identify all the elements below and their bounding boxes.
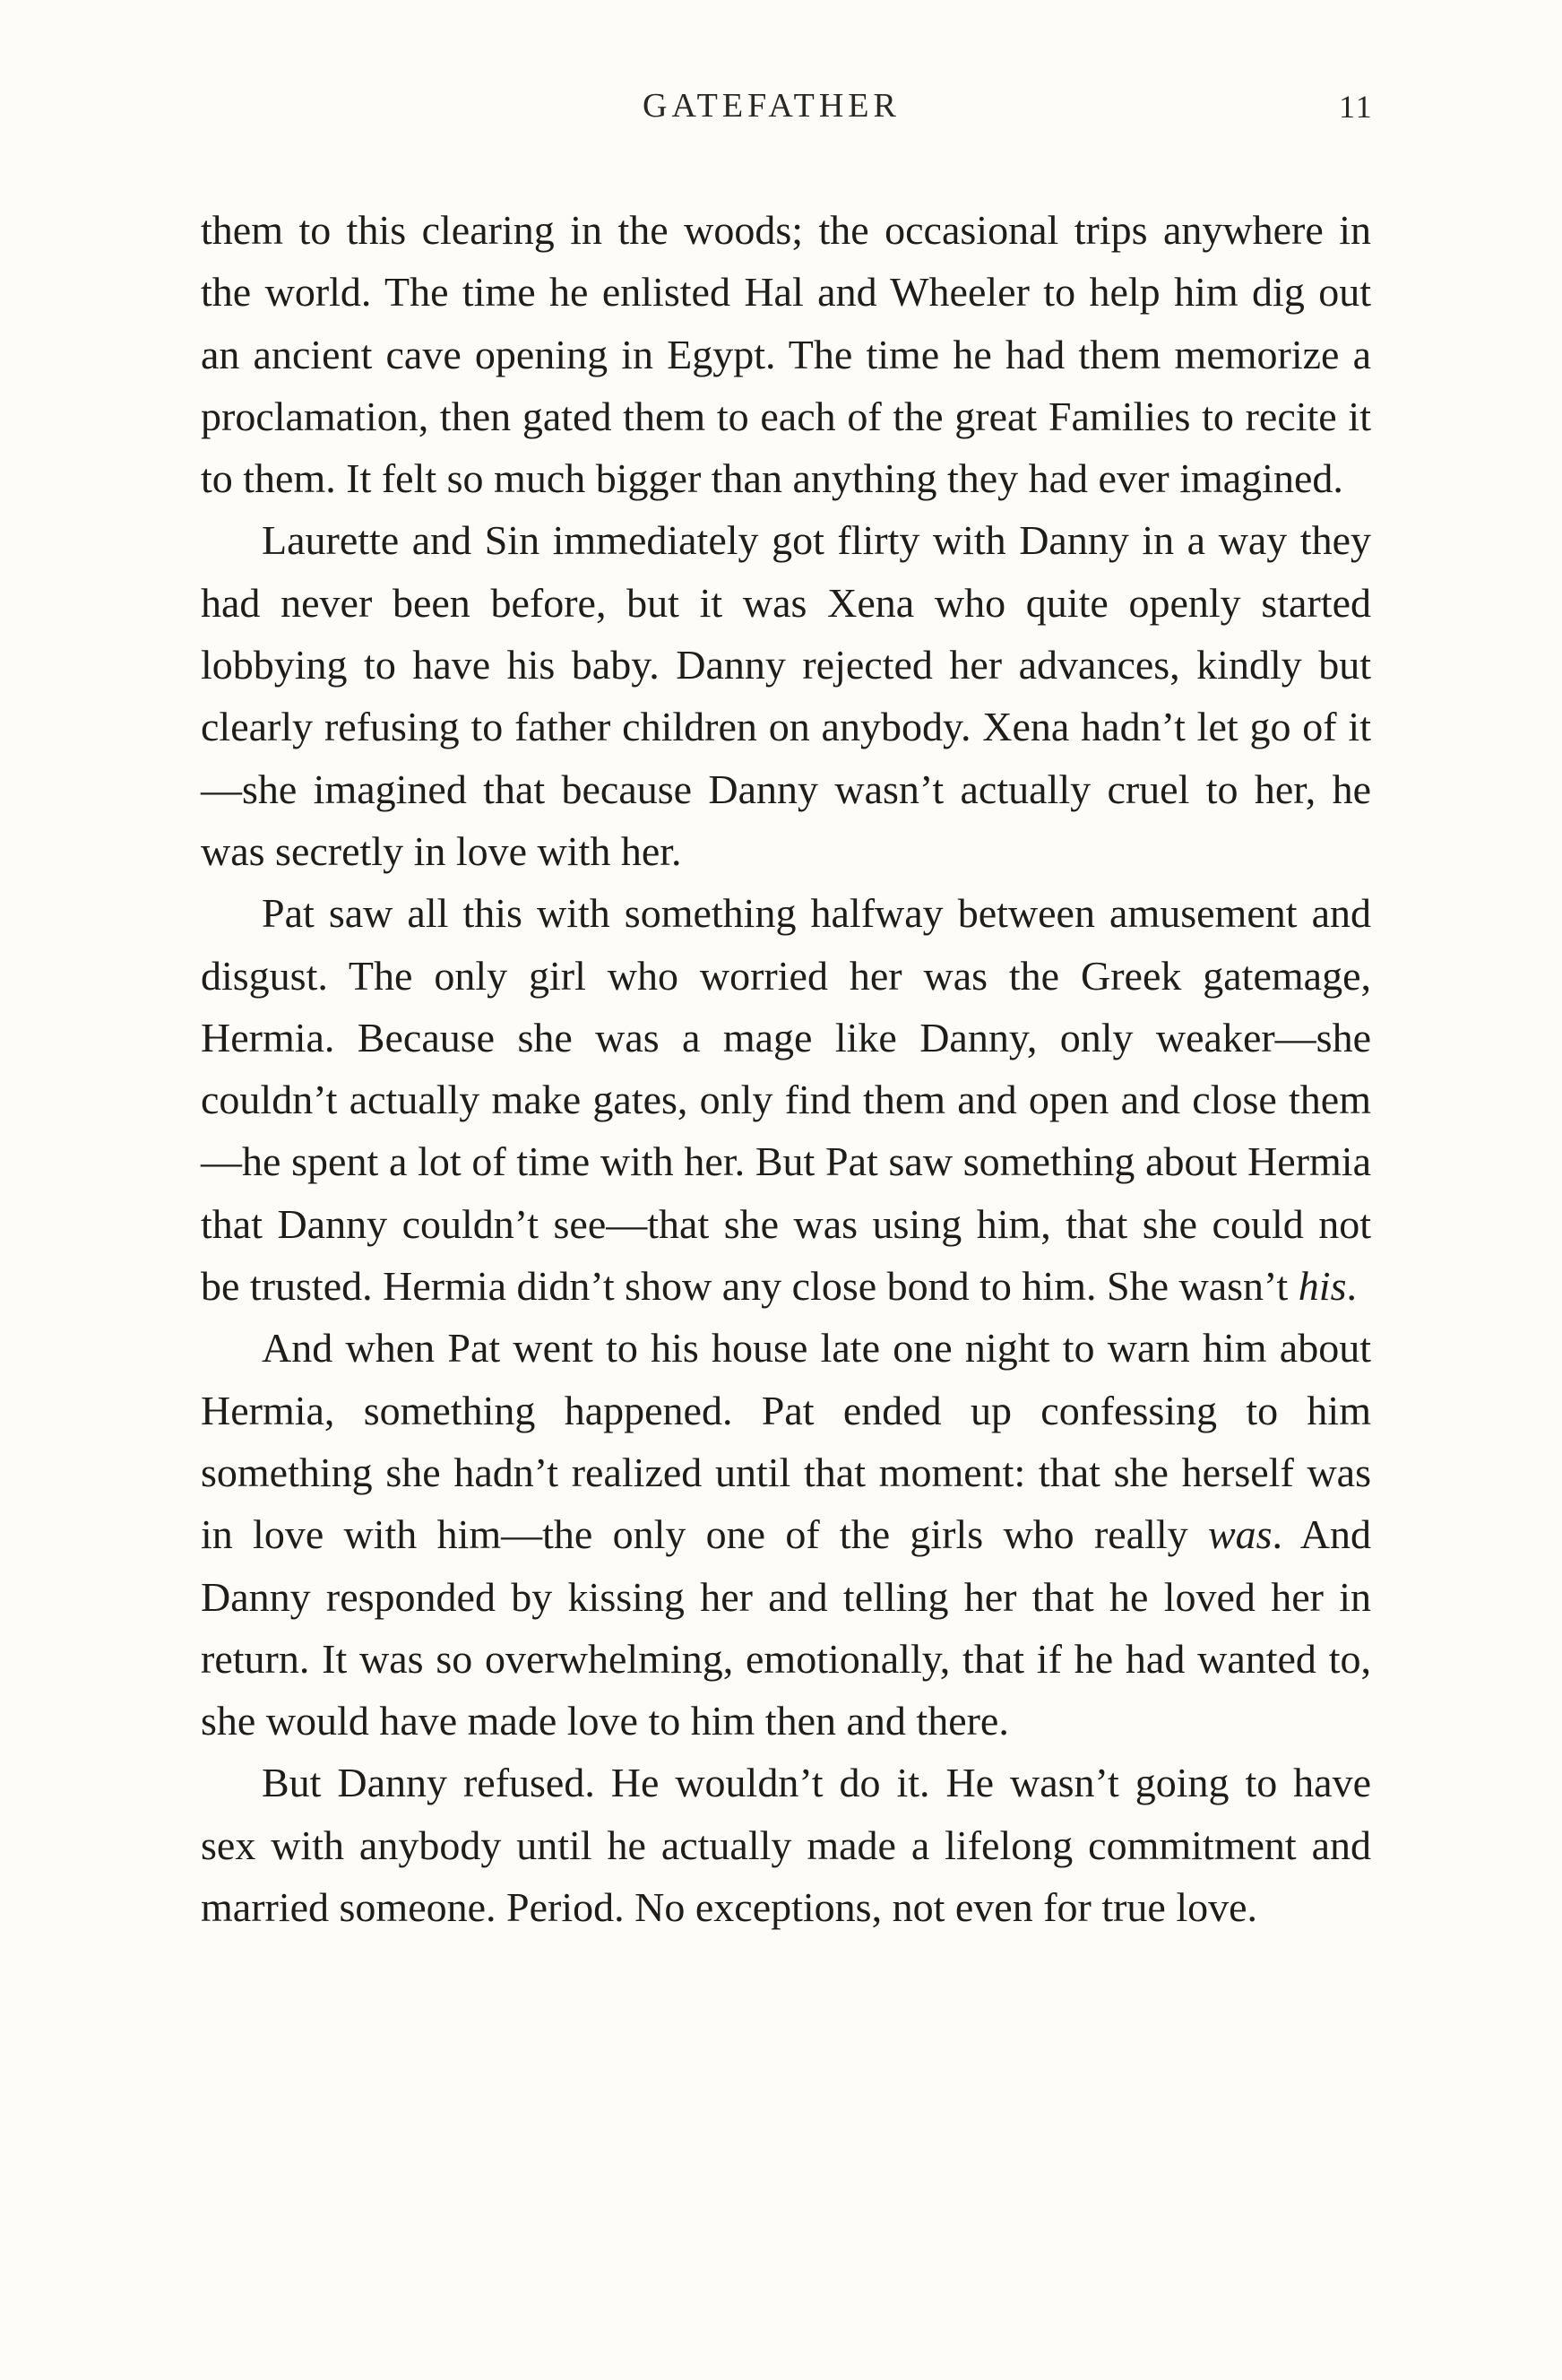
paragraph-text: Pat saw all this with something halfway between amusement and disgust. The only girl who worried her was the Greek gatemage, Hermia. Because she was a mage like Danny, only weaker—she couldn’t actually make gates, only find them and open and close them—he spent a lot of time with her. But Pat saw something about Hermia that Danny couldn’t see—that she was using him, that she could not be trusted. Hermia didn’t show any close bond to him. She wasn’t — [201, 890, 1371, 1310]
running-head — [0, 86, 1562, 140]
page-number: 11 — [1339, 89, 1374, 125]
paragraph-4 — [201, 1317, 1371, 1752]
emphasis-text: was — [1207, 1511, 1273, 1558]
body-text — [201, 199, 1371, 1938]
paragraph-text: . — [1346, 1263, 1357, 1310]
paragraph-text: . And Danny responded by kissing her and telling her that he loved her in return. It was so overwhelming, emotionally, that if he had wanted to, she would have made love to him then and there. — [201, 1511, 1371, 1744]
paragraph-2 — [201, 509, 1371, 882]
paragraph-text: But Danny refused. He wouldn’t do it. He wasn’t going to have sex with anybody until he actually made a lifelong commitment and married someone. Period. No exceptions, not even for true love. — [201, 1760, 1371, 1931]
emphasis-text: his — [1298, 1263, 1347, 1310]
running-head-title: GATEFATHER — [643, 87, 901, 125]
paragraph-text: them to this clearing in the woods; the occasional trips anywhere in the world. The time he enlisted Hal and Wheeler to help him dig out an ancient cave opening in Egypt. The time he had them memorize a proclamation, then gated them to each of the great Families to recite it to them. It felt so much bigger than anything they had ever imagined. — [201, 207, 1371, 502]
paragraph-5 — [201, 1752, 1371, 1938]
paragraph-1 — [201, 199, 1371, 509]
paragraph-3 — [201, 882, 1371, 1317]
paragraph-text: Laurette and Sin immediately got flirty with Danny in a way they had never been before, but it was Xena who quite openly started lobbying to have his baby. Danny rejected her advances, kindly but clearly refusing to father children on anybody. Xena hadn’t let go of it—she imagined that because Danny wasn’t actually cruel to her, he was secretly in love with her. — [201, 517, 1371, 874]
paragraph-text: And when Pat went to his house late one night to warn him about Hermia, something happened. Pat ended up confessing to him something she hadn’t realized until that moment: that she herself was in love with him—the only one of the girls who really — [201, 1325, 1371, 1558]
